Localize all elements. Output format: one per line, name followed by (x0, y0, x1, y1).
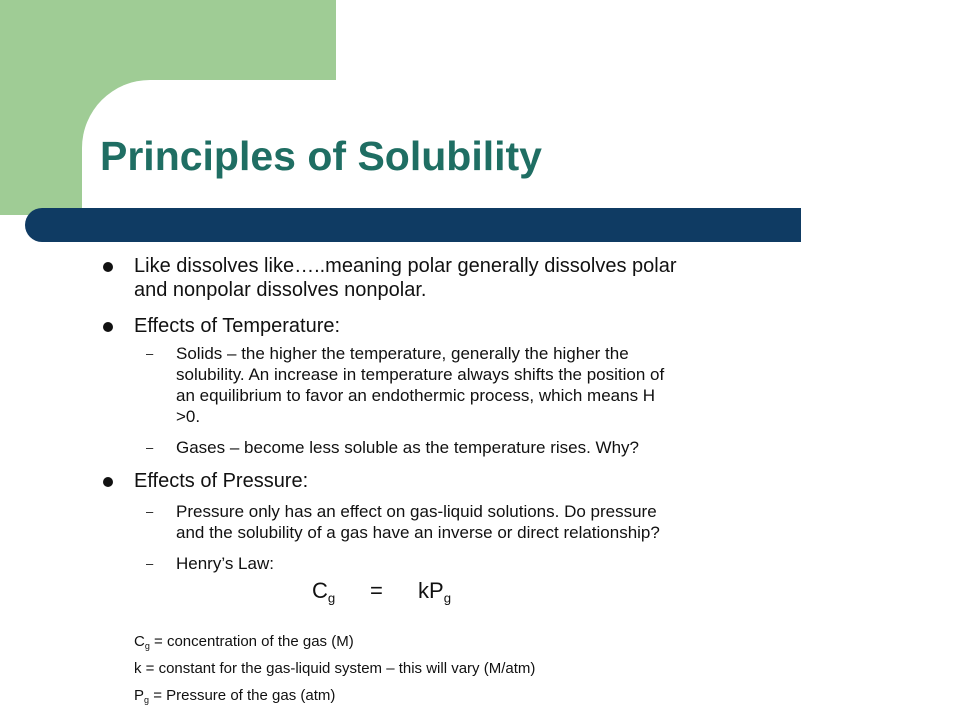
sub-bullet-text: >0. (176, 407, 201, 426)
title-underline-bar (25, 208, 801, 242)
bullet-text: Like dissolves like…..meaning polar generally dissolves polar (134, 255, 677, 277)
equation-rhs: $kP_g$ (418, 578, 452, 606)
bullet-text: Effects of Pressure: (134, 470, 309, 492)
bullet-icon (103, 322, 113, 332)
dash-icon: – (146, 346, 154, 361)
sub-bullet-text: solubility. An increase in temperature always shifts the position of (176, 365, 665, 384)
sub-bullet-text: an equilibrium to favor an endothermic process, which means H (176, 386, 656, 405)
equation-equals: = (370, 578, 383, 603)
dash-icon: – (146, 556, 154, 571)
bullet-icon (103, 477, 113, 487)
dash-icon: – (146, 504, 154, 519)
bullet-icon (103, 262, 113, 272)
bullet-text: and nonpolar dissolves nonpolar. (134, 279, 427, 301)
bullet-text: Effects of Temperature: (134, 315, 341, 337)
definition-pressure: $P_g$ = Pressure of the gas (atm) (134, 687, 336, 706)
definition-constant: k = constant for the gas-liquid system – this will vary (M/atm) (134, 660, 536, 677)
slide-title: Principles of Solubility (100, 133, 542, 179)
sub-bullet-text: Pressure only has an effect on gas-liquid solutions. Do pressure (176, 502, 657, 521)
sub-bullet-text: Solids – the higher the temperature, generally the higher the (176, 344, 629, 363)
sub-bullet-text: Henry’s Law: (176, 554, 274, 573)
dash-icon: – (146, 440, 154, 455)
definition-concentration: $C_g$ = concentration of the gas (M) (134, 633, 354, 652)
equation-lhs: $C_g$ (312, 578, 336, 606)
sub-bullet-text: and the solubility of a gas have an inverse or direct relationship? (176, 523, 660, 542)
sub-bullet-text: Gases – become less soluble as the temperature rises. Why? (176, 438, 639, 457)
